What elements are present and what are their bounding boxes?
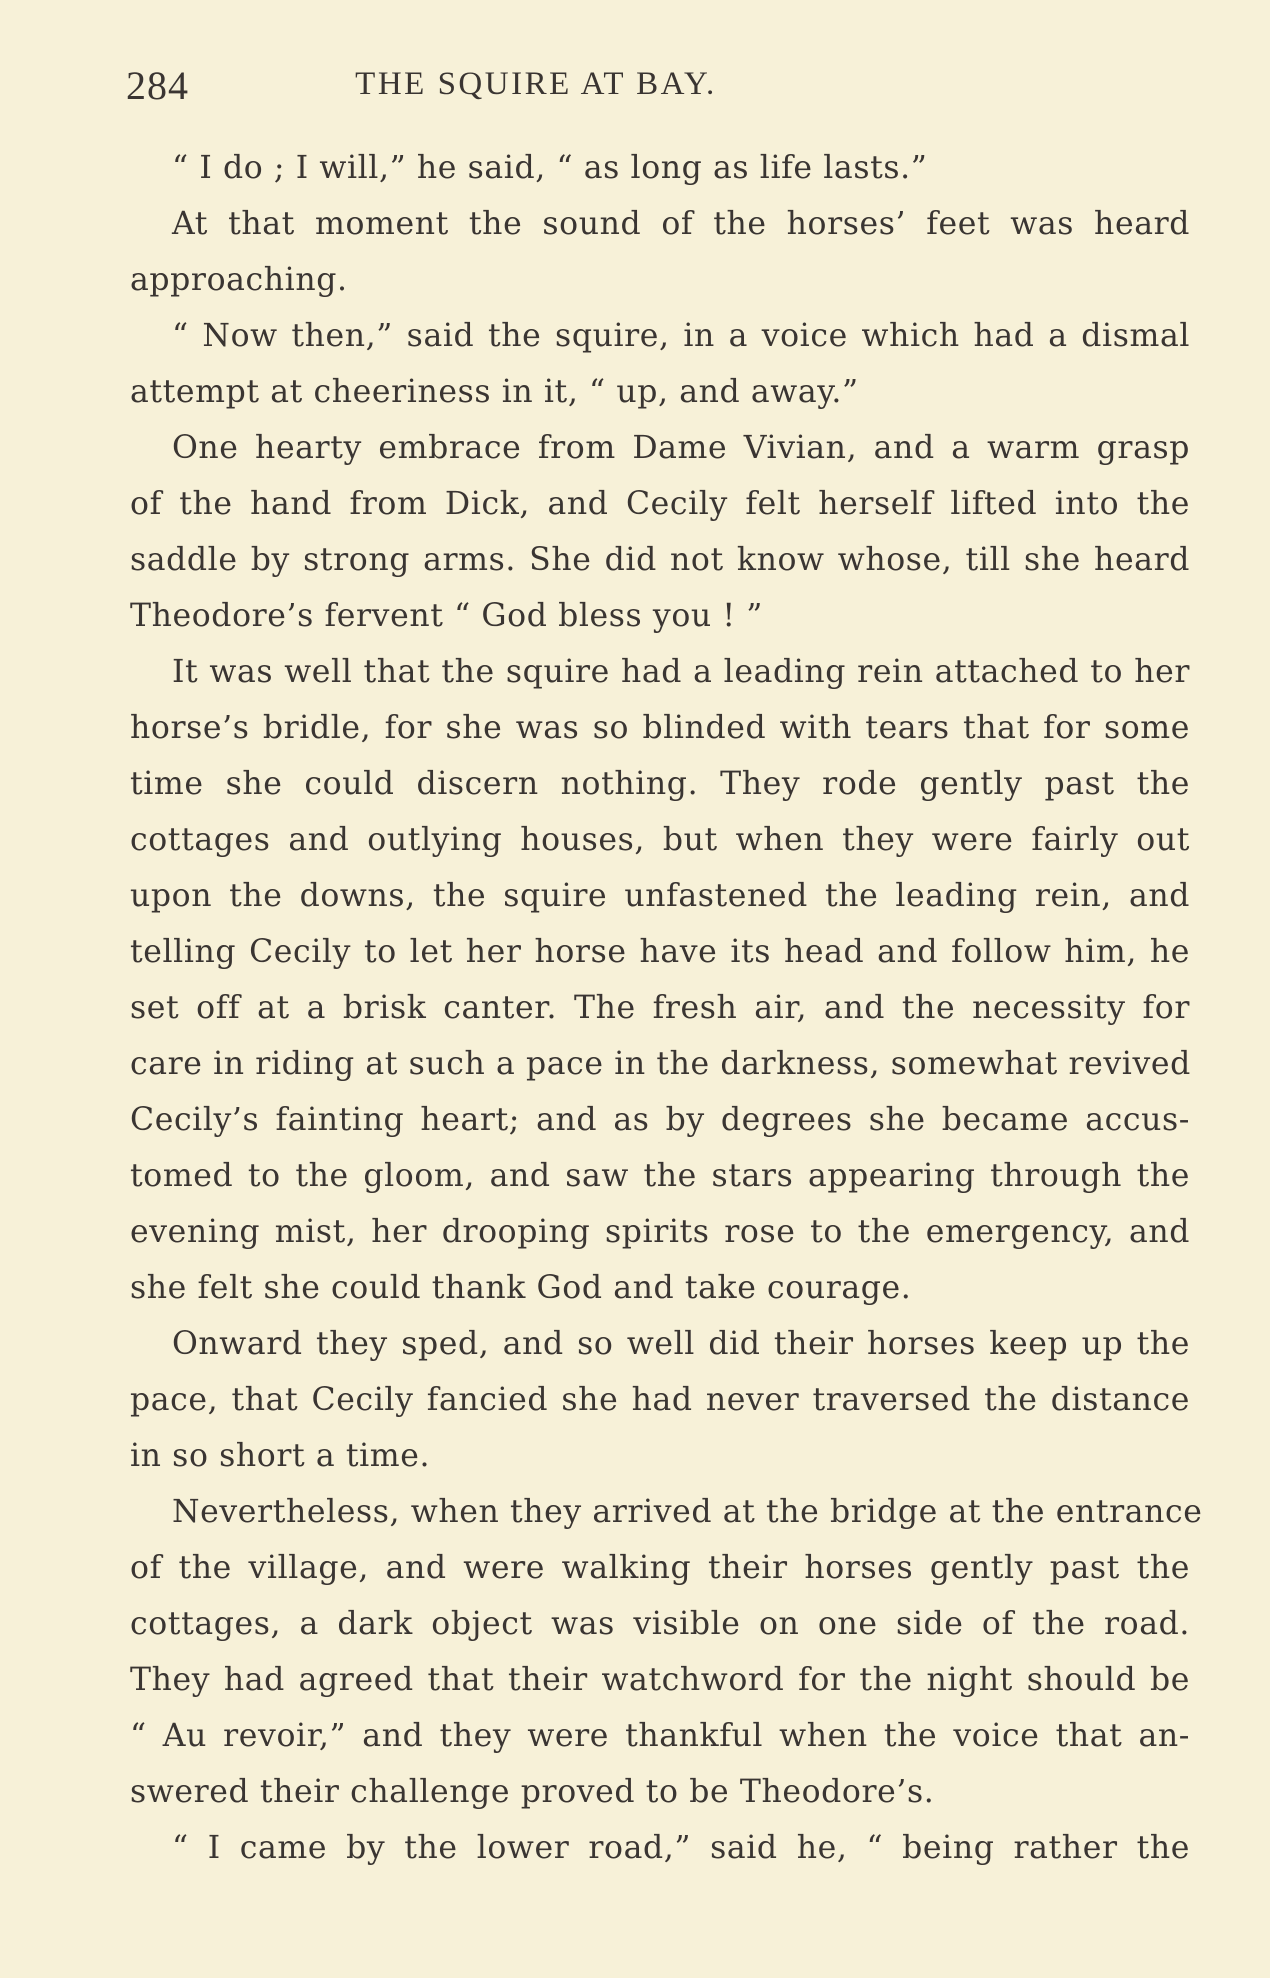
text-line: cottages, a dark object was visible on one side of the road. [130,1606,1190,1642]
text-line: telling Cecily to let her horse have its head and follow him, he [130,934,1190,970]
body-text [130,140,1203,1876]
page-number: 284 [126,63,189,108]
text-line: care in riding at such a pace in the darkness, somewhat revived [130,1046,1191,1082]
text-line: At that moment the sound of the horses’ feet was heard [172,206,1190,242]
text-line: Onward they sped, and so well did their horses keep up the [172,1326,1190,1362]
running-title: THE SQUIRE AT BAY. [355,66,717,102]
text-line: “ Now then,” said the squire, in a voice which had a dismal [172,318,1190,354]
text-line: tomed to the gloom, and saw the stars appearing through the [130,1158,1190,1194]
text-line: “ Au revoir,” and they were thankful when the voice that an- [130,1718,1190,1754]
text-line: pace, that Cecily fancied she had never traversed the distance [130,1382,1190,1418]
text-line: approaching. [130,262,348,298]
text-line: They had agreed that their watchword for the night should be [130,1662,1190,1698]
page-header [126,62,1196,112]
text-line: Cecily’s fainting heart; and as by degrees she became accus- [130,1102,1190,1138]
text-line: of the village, and were walking their horses gently past the [130,1550,1190,1586]
text-line: “ I do ; I will,” he said, “ as long as life lasts.” [172,150,928,186]
text-line: in so short a time. [130,1438,431,1474]
text-line: cottages and outlying houses, but when they were fairly out [130,822,1190,858]
text-line: “ I came by the lower road,” said he, “ being rather the [172,1830,1190,1866]
text-line: Nevertheless, when they arrived at the bridge at the entrance [172,1494,1203,1530]
text-line: swered their challenge proved to be Theodore’s. [130,1774,935,1810]
text-line: upon the downs, the squire unfastened the leading rein, and [130,878,1190,914]
text-line: time she could discern nothing. They rode gently past the [130,766,1190,802]
text-line: of the hand from Dick, and Cecily felt herself lifted into the [130,486,1190,522]
text-line: horse’s bridle, for she was so blinded with tears that for some [130,710,1190,746]
text-line: Theodore’s fervent “ God bless you ! ” [130,598,763,634]
text-line: evening mist, her drooping spirits rose to the emergency, and [130,1214,1190,1250]
text-line: One hearty embrace from Dame Vivian, and a warm grasp [172,430,1190,466]
text-line: attempt at cheeriness in it, “ up, and away.” [130,374,859,410]
text-line: set off at a brisk canter. The fresh air, and the necessity for [130,990,1190,1026]
text-line: she felt she could thank God and take courage. [130,1270,912,1306]
text-line: It was well that the squire had a leading rein attached to her [172,654,1190,690]
text-line: saddle by strong arms. She did not know whose, till she heard [130,542,1190,578]
